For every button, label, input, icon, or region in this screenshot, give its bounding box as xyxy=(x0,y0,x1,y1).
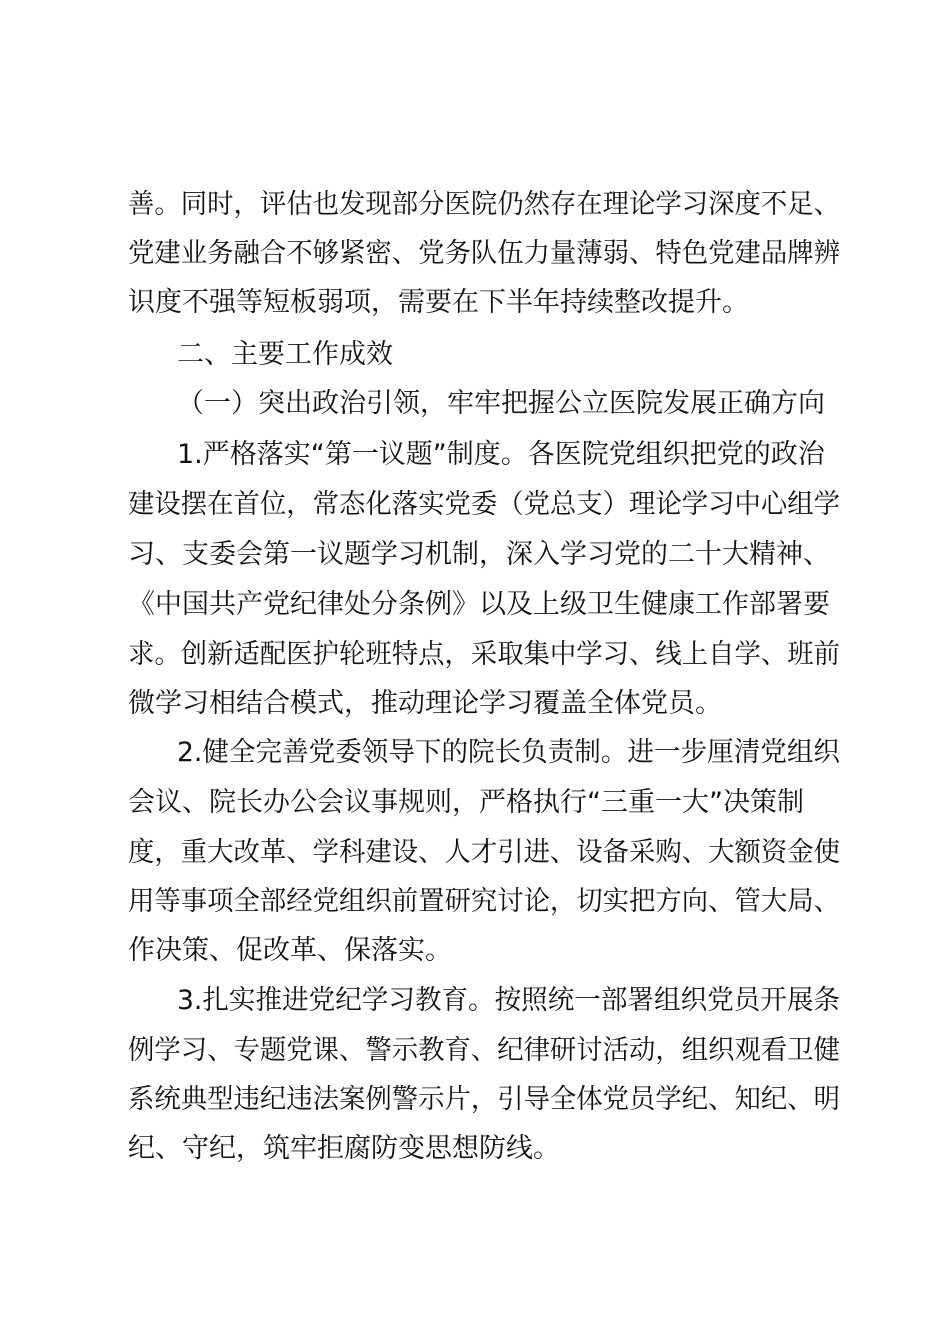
line-text: 善。同时，评估也发现部分医院仍然存在理论学习深度不足、 xyxy=(128,189,841,220)
paragraph-line xyxy=(0,681,950,727)
paragraph-line xyxy=(0,978,950,1024)
paragraph-line xyxy=(0,182,950,228)
line-text: 识度不强等短板弱项，需要在下半年持续整改提升。 xyxy=(128,287,749,318)
line-text: 党建业务融合不够紧密、党务队伍力量薄弱、特色党建品牌辨 xyxy=(128,238,841,269)
line-text: 建设摆在首位，常态化落实党委（党总支）理论学习中心组学 xyxy=(128,489,841,520)
line-text: 用等事项全部经党组织前置研究讨论，切实把方向、管大局、 xyxy=(128,886,841,917)
paragraph-line xyxy=(0,280,950,326)
line-text: 1.严格落实“第一议题”制度。各医院党组织把党的政治 xyxy=(177,439,825,470)
paragraph-line xyxy=(0,780,950,826)
paragraph-line xyxy=(0,1126,950,1172)
section-heading xyxy=(0,332,950,378)
paragraph-line xyxy=(0,879,950,925)
heading-text: 二、主要工作成效 xyxy=(177,339,393,370)
paragraph-line xyxy=(0,582,950,628)
paragraph-line xyxy=(0,730,950,776)
line-text: 系统典型违纪违法案例警示片，引导全体党员学纪、知纪、明 xyxy=(128,1084,841,1115)
paragraph-line xyxy=(0,432,950,478)
line-text: 度，重大改革、学科建设、人才引进、设备采购、大额资金使 xyxy=(128,837,841,868)
paragraph-line xyxy=(0,928,950,974)
paragraph-line xyxy=(0,231,950,277)
line-text: 例学习、专题党课、警示教育、纪律研讨活动，组织观看卫健 xyxy=(128,1035,841,1066)
paragraph-line xyxy=(0,830,950,876)
line-text: 微学习相结合模式，推动理论学习覆盖全体党员。 xyxy=(128,688,722,719)
paragraph-line xyxy=(0,632,950,678)
paragraph-line xyxy=(0,482,950,528)
line-text: 作决策、促改革、保落实。 xyxy=(128,935,452,966)
heading-text: （一）突出政治引领，牢牢把握公立医院发展正确方向 xyxy=(177,388,825,419)
paragraph-line xyxy=(0,1028,950,1074)
line-text: 求。创新适配医护轮班特点，采取集中学习、线上自学、班前 xyxy=(128,639,841,670)
line-text: 会议、院长办公会议事规则，严格执行“三重一大”决策制 xyxy=(128,787,804,818)
line-text: 2.健全完善党委领导下的院长负责制。进一步厘清党组织 xyxy=(177,737,840,768)
line-text: 3.扎实推进党纪学习教育。按照统一部署组织党员开展条 xyxy=(177,985,840,1016)
paragraph-line xyxy=(0,1077,950,1123)
subsection-heading xyxy=(0,381,950,427)
line-text: 习、支委会第一议题学习机制，深入学习党的二十大精神、 xyxy=(128,539,830,570)
line-text: 纪、守纪，筑牢拒腐防变思想防线。 xyxy=(128,1133,560,1164)
line-text: 《中国共产党纪律处分条例》以及上级卫生健康工作部署要 xyxy=(128,589,830,620)
paragraph-line xyxy=(0,532,950,578)
